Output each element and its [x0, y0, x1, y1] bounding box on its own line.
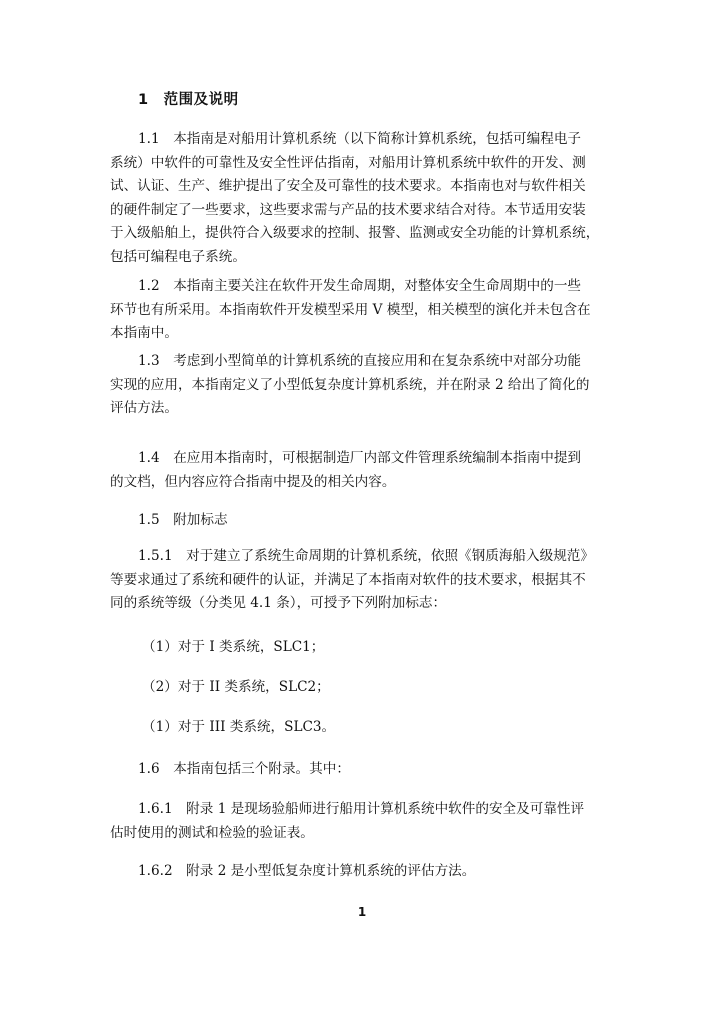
paragraph-1-6-1 — [110, 798, 616, 845]
text-line: 等要求通过了系统和硬件的认证，并满足了本指南对软件的技术要求，根据其不 — [110, 571, 586, 588]
text-line: 1.1 本指南是对船用计算机系统（以下简称计算机系统，包括可编程电子 — [138, 131, 582, 147]
text-line: 试、认证、生产、维护提出了安全及可靠性的技术要求。本指南也对与软件相关 — [110, 178, 586, 195]
text-line: 同的系统等级（分类见 4.1 条），可授予下列附加标志： — [110, 595, 447, 612]
text-line: 的文档，但内容应符合指南中提及的相关内容。 — [110, 473, 396, 490]
paragraph-1-1 — [110, 128, 616, 270]
list-item — [110, 636, 616, 660]
paragraph-1-2 — [110, 275, 616, 346]
paragraph-1-5 — [110, 509, 616, 533]
text-line: 1.6.1 附录 1 是现场验船师进行船用计算机系统中软件的安全及可靠性评 — [138, 801, 585, 817]
text-line: 1.5.1 对于建立了系统生命周期的计算机系统，依照《钢质海船入级规范》 — [138, 548, 594, 564]
text-line: 系统）中软件的可靠性及安全性评估指南，对船用计算机系统中软件的开发、测 — [110, 154, 586, 171]
page-number: 1 — [357, 905, 367, 919]
text-line: （1）对于 I 类系统，SLC1； — [142, 639, 325, 655]
text-line: 1.3 考虑到小型简单的计算机系统的直接应用和在复杂系统中对部分功能 — [138, 353, 582, 369]
paragraph-1-6 — [110, 758, 616, 782]
text-line: 评估方法。 — [110, 400, 178, 417]
text-line: 实现的应用，本指南定义了小型低复杂度计算机系统，并在附录 2 给出了简化的 — [110, 376, 590, 393]
text-line: （2）对于 II 类系统，SLC2； — [142, 679, 330, 695]
text-line: 估时使用的测试和检验的验证表。 — [110, 824, 314, 841]
paragraph-1-6-2 — [110, 860, 616, 884]
paragraph-1-5-1 — [110, 545, 616, 616]
section-heading: 1 范围及说明 — [138, 92, 239, 108]
text-line: 1.6.2 附录 2 是小型低复杂度计算机系统的评估方法。 — [138, 863, 476, 879]
text-line: 1.6 本指南包括三个附录。其中： — [138, 761, 350, 777]
text-line: 1.5 附加标志 — [138, 512, 228, 528]
paragraph-1-3 — [110, 350, 616, 421]
list-item — [110, 676, 616, 700]
paragraph-1-4 — [110, 447, 616, 494]
text-line: 环节也有所采用。本指南软件开发模型采用 V 模型，相关模型的演化并未包含在 — [110, 301, 591, 318]
text-line: 1.2 本指南主要关注在软件开发生命周期，对整体安全生命周期中的一些 — [138, 278, 582, 294]
text-line: 包括可编程电子系统。 — [110, 248, 246, 265]
list-item — [110, 716, 616, 740]
text-line: 于入级船舶上，提供符合入级要求的控制、报警、监测或安全功能的计算机系统， — [110, 225, 600, 242]
text-line: 本指南中。 — [110, 325, 178, 342]
text-line: 1.4 在应用本指南时，可根据制造厂内部文件管理系统编制本指南中提到 — [138, 450, 582, 466]
text-line: 的硬件制定了一些要求，这些要求需与产品的技术要求结合对待。本节适用安装 — [110, 201, 586, 218]
text-line: （1）对于 III 类系统，SLC3。 — [142, 719, 336, 735]
